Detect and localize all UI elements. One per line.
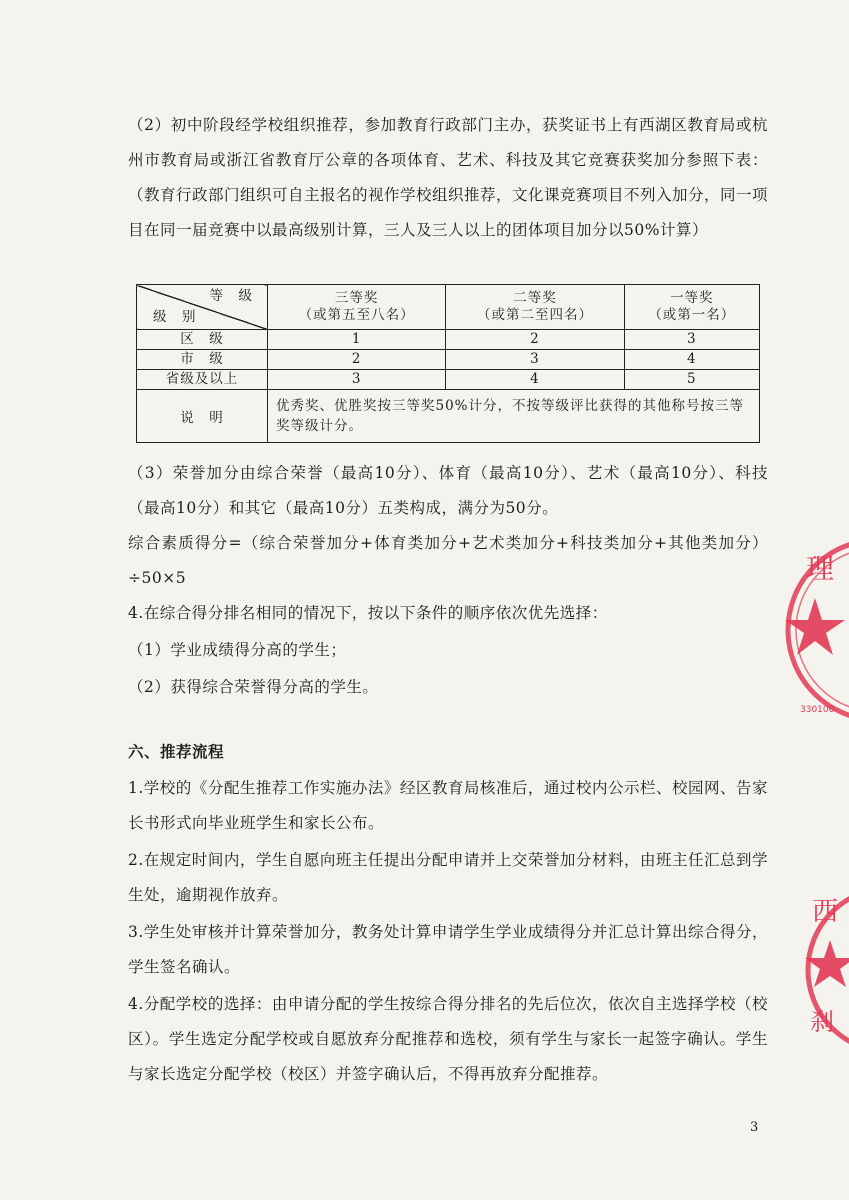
paragraph-honor-points: （3）荣誉加分由综合荣誉（最高10分）、体育（最高10分）、艺术（最高10分）、科技（最高10分）和其它（最高10分）五类构成，满分为50分。 <box>128 464 768 517</box>
header-second-prize <box>446 285 624 330</box>
row-value: 4 <box>624 350 759 370</box>
section-heading: 六、推荐流程 <box>128 742 225 761</box>
paragraph-step-4: 4.分配学校的选择：由申请分配的学生按综合得分排名的先后位次，依次自主选择学校（校区）。学生选定分配学校或自愿放弃分配推荐和选校，须有学生与家长一起签字确认。学生与家长选定分配学校（校区）并签字确认后，不得再放弃分配推荐。 <box>128 995 768 1083</box>
official-seal-bottom <box>790 880 849 1070</box>
seal-char: 西 <box>812 897 839 927</box>
row-value: 1 <box>268 330 446 350</box>
row-value: 3 <box>624 330 759 350</box>
table-row <box>137 350 760 370</box>
page-number: 3 <box>750 1120 759 1135</box>
paragraph-tie-condition-1: （1）学业成绩得分高的学生； <box>128 641 347 659</box>
header-second-prize-title: 二等奖 <box>513 290 557 306</box>
official-seal-top <box>770 520 849 740</box>
note-label: 说 明 <box>137 390 268 443</box>
award-score-table <box>136 284 760 443</box>
table-note-row <box>137 390 760 443</box>
row-value: 3 <box>446 350 624 370</box>
header-first-prize-title: 一等奖 <box>670 290 714 306</box>
header-third-prize-title: 三等奖 <box>334 290 379 306</box>
seal-star-icon <box>785 598 845 655</box>
paragraph-award-rules: （2）初中阶段经学校组织推荐，参加教育行政部门主办，获奖证书上有西湖区教育局或杭州市教育局或浙江省教育厅公章的各项体育、艺术、科技及其它竞赛获奖加分参照下表：（教育行政部门组织可自主报名的视作学校组织推荐，文化课竞赛项目不列入加分，同一项目在同一届竞赛中以最高级别计算，三人及三人以上的团体项目加分以50%计算） <box>128 116 769 239</box>
row-value: 3 <box>268 370 446 390</box>
table-row <box>137 370 760 390</box>
header-first-prize-sub: （或第一名） <box>648 307 736 323</box>
corner-top-label: 等 级 <box>209 288 253 304</box>
row-level: 区 级 <box>137 330 268 350</box>
row-value: 5 <box>624 370 759 390</box>
row-value: 2 <box>446 330 624 350</box>
paragraph-step-2: 2.在规定时间内，学生自愿向班主任提出分配申请并上交荣誉加分材料，由班主任汇总到学生处，逾期视作放弃。 <box>128 851 768 904</box>
paragraph-step-3: 3.学生处审核并计算荣誉加分，教务处计算申请学生学业成绩得分并汇总计算出综合得分，学生签名确认。 <box>128 923 768 976</box>
seal-char: 理 <box>806 552 835 585</box>
seal-number: 330100 <box>800 705 835 715</box>
header-second-prize-sub: （或第二至四名） <box>476 307 593 323</box>
header-third-prize-sub: （或第五至八名） <box>298 307 415 323</box>
row-level: 省级及以上 <box>137 370 268 390</box>
paragraph-step-1: 1.学校的《分配生推荐工作实施办法》经区教育局核准后，通过校内公示栏、校园网、告家长书形式向毕业班学生和家长公布。 <box>128 779 768 832</box>
row-level: 市 级 <box>137 350 268 370</box>
row-value: 4 <box>446 370 624 390</box>
row-value: 2 <box>268 350 446 370</box>
table-corner-cell <box>137 285 268 330</box>
paragraph-tie-condition-2: （2）获得综合荣誉得分高的学生。 <box>128 678 379 696</box>
note-text: 优秀奖、优胜奖按三等奖50%计分，不按等级评比获得的其他称号按三等奖等级计分。 <box>268 390 760 443</box>
seal-char: 刹 <box>810 1008 834 1036</box>
corner-bottom-label: 级 别 <box>153 309 197 325</box>
paragraph-tie-rule: 4.在综合得分排名相同的情况下，按以下条件的顺序依次优先选择： <box>128 604 608 622</box>
header-third-prize <box>268 285 446 330</box>
header-first-prize <box>624 285 759 330</box>
table-row <box>137 330 760 350</box>
paragraph-formula: 综合素质得分=（综合荣誉加分+体育类加分+艺术类加分+科技类加分+其他类加分）÷50×5 <box>128 534 768 587</box>
